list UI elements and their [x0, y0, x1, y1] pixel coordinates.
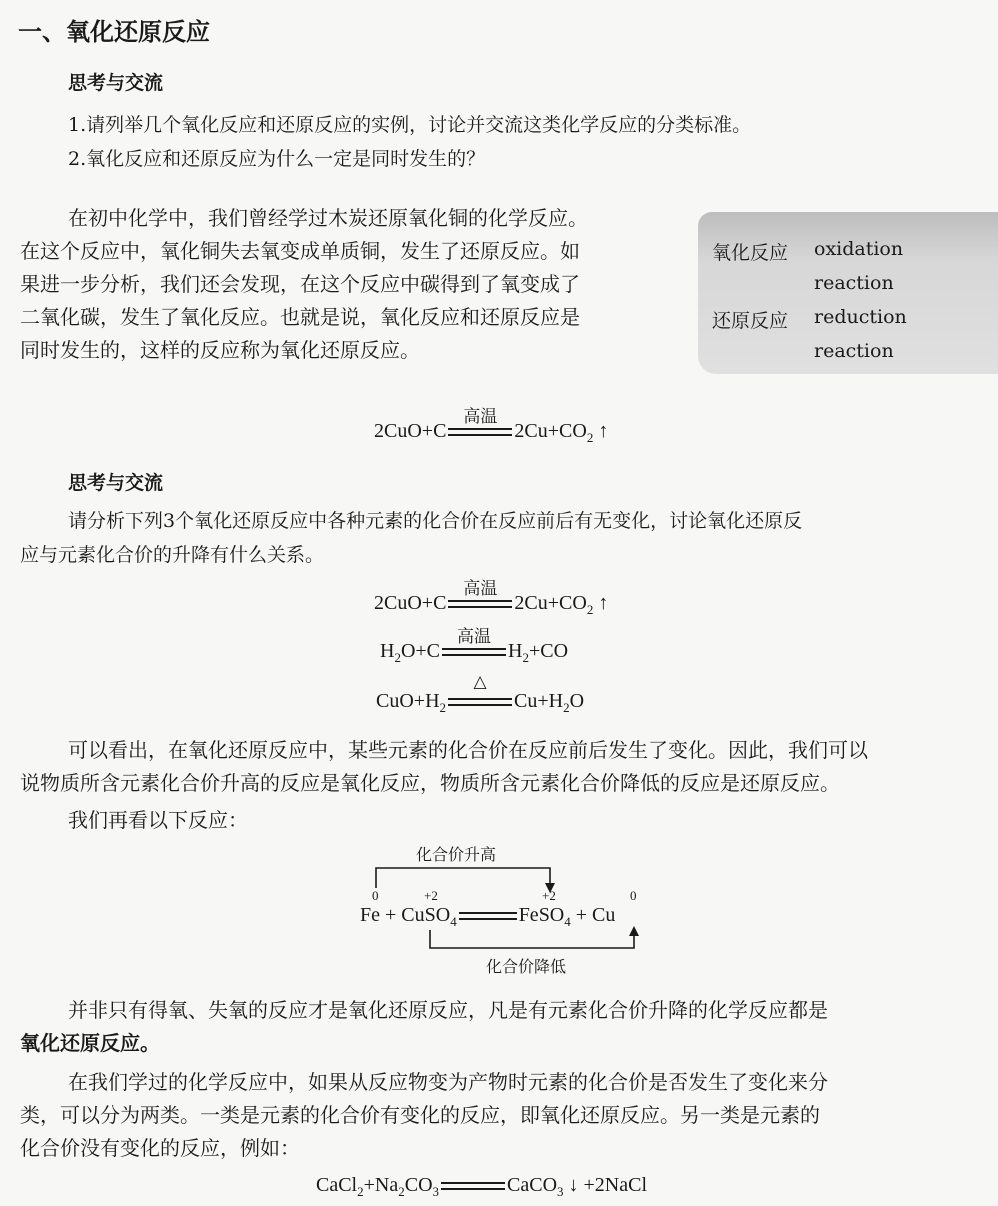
equation-3: $CuO+H_2$ △ $Cu+H_2O$ — [376, 672, 585, 715]
equation-main: 2CuO+C 高温 $2Cu+CO_2$ ↑ — [374, 407, 609, 445]
think2-line-2: 应与元素化合价的升降有什么关系。 — [20, 544, 325, 566]
glossary-cn-1: 氧化反应 — [712, 242, 789, 264]
ox-state-cu-right: 0 — [630, 888, 637, 903]
section-heading: 一、氧化还原反应 — [18, 18, 210, 46]
ox-state-fe-right: +2 — [542, 888, 556, 903]
equation-1: 2CuO+C 高温 $2Cu+CO_2$ ↑ — [374, 579, 609, 617]
glossary-en-2: reduction — [814, 306, 907, 328]
equation-last: $CaCl_2+Na_2CO_3$ CaCO$_3$ ↓ +2NaCl — [316, 1174, 648, 1199]
paragraph-3: 我们再看以下反应： — [68, 808, 248, 832]
ox-state-fe: 0 — [372, 888, 379, 903]
redox-equation: Fe + CuSO$_4$ FeSO$_4$ + Cu — [360, 904, 616, 929]
paragraph-2: 可以看出，在氧化还原反应中，某些元素的化合价在反应前后发生了变化。因此，我们可以 说物质所含元素化合价升高的反应是氧化反应，物质所含元素化合价降低的反应是还原反应。 — [20, 738, 868, 795]
ox-state-cu-left: +2 — [424, 888, 438, 903]
label-decrease: 化合价降低 — [486, 957, 567, 976]
paragraph-4: 并非只有得氧、失氧的反应才是氧化还原反应，凡是有元素化合价升降的化学反应都是 氧化还原反应。 — [20, 994, 995, 1060]
glossary-en-2b: reaction — [814, 340, 894, 362]
question-2: 2.氧化反应和还原反应为什么一定是同时发生的？ — [68, 148, 486, 170]
glossary-en-1: oxidation — [814, 238, 904, 260]
redox-diagram — [350, 836, 670, 986]
think-discuss-title-2: 思考与交流 — [68, 472, 164, 494]
glossary-box — [698, 212, 998, 374]
bold-term: 氧化还原反应。 — [20, 1031, 160, 1055]
glossary-cn-2: 还原反应 — [712, 310, 789, 332]
label-increase: 化合价升高 — [416, 845, 497, 864]
think-discuss-title-1: 思考与交流 — [68, 72, 164, 94]
paragraph-5: 在我们学过的化学反应中，如果从反应物变为产物时元素的化合价是否发生了变化来分 类，可以分为两类。一类是元素的化合价有变化的反应，即氧化还原反应。另一类是元素的 化合价没有变化的反应，例如： — [20, 1070, 828, 1160]
paragraph-1: 在初中化学中，我们曾经学过木炭还原氧化铜的化学反应。 在这个反应中，氧化铜失去氧变成单质铜，发生了还原反应。如 果进一步分析，我们还会发现，在这个反应中碳得到了氧变成了 二氧化碳，发生了氧化反应。也就是说，氧化反应和还原反应是 同时发生的，这样的反应称为氧化还原反应。 — [20, 206, 588, 362]
think2-line-1: 请分析下列3个氧化还原反应中各种元素的化合价在反应前后有无变化，讨论氧化还原反 — [68, 510, 803, 532]
glossary-en-1b: reaction — [814, 272, 894, 294]
question-1: 1.请列举几个氧化反应和还原反应的实例，讨论并交流这类化学反应的分类标准。 — [68, 114, 752, 136]
equation-2: $H_2O+C$ 高温 $H_2+CO$ — [380, 627, 569, 665]
